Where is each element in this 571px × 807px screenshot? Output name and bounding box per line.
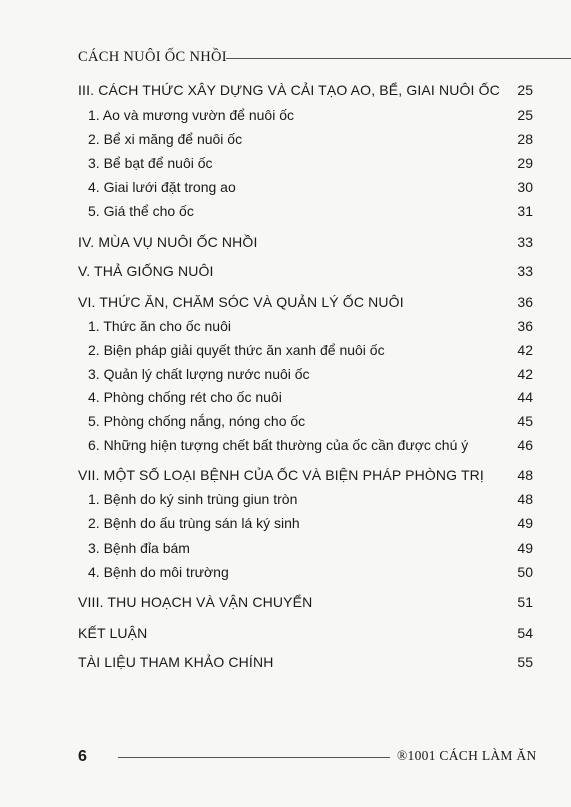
toc-entry[interactable] (0, 411, 571, 431)
toc-entry-label: 3. Bệnh đỉa bám (88, 540, 190, 556)
toc-entry-label: TÀI LIỆU THAM KHẢO CHÍNH (78, 654, 274, 670)
toc-entry-page: 30 (517, 179, 533, 195)
toc-entry[interactable] (0, 562, 571, 582)
toc-entry-page: 25 (517, 107, 533, 123)
toc-entry-page: 33 (517, 263, 533, 279)
toc-entry-label: 1. Bệnh do ký sinh trùng giun tròn (88, 491, 298, 507)
toc-entry-label: III. CÁCH THỨC XÂY DỰNG VÀ CẢI TẠO AO, BỂ, GIAI NUÔI ỐC (78, 82, 500, 98)
toc-entry-page: 28 (517, 131, 533, 147)
toc-entry-label: 3. Bể bạt để nuôi ốc (88, 155, 213, 171)
toc-entry-page: 51 (517, 594, 533, 610)
toc-entry[interactable] (0, 652, 571, 672)
toc-entry-page: 48 (517, 491, 533, 507)
toc-entry-label: 2. Bệnh do ấu trùng sán lá ký sinh (88, 515, 300, 531)
toc-entry[interactable] (0, 80, 571, 100)
running-header-title: CÁCH NUÔI ỐC NHỒI (78, 49, 227, 65)
toc-entry-page: 42 (517, 366, 533, 382)
toc-entry-page: 42 (517, 342, 533, 358)
toc-entry[interactable] (0, 435, 571, 455)
toc-entry[interactable] (0, 364, 571, 384)
toc-entry-label: 2. Bể xi măng để nuôi ốc (88, 131, 243, 147)
toc-entry-page: 31 (517, 203, 533, 219)
toc-entry-page: 25 (517, 82, 533, 98)
toc-entry[interactable] (0, 465, 571, 485)
toc-entry-page: 54 (517, 625, 533, 641)
footer-rule (118, 757, 390, 758)
toc-entry[interactable] (0, 177, 571, 197)
toc-entry[interactable] (0, 129, 571, 149)
toc-entry-label: 1. Ao và mương vườn để nuôi ốc (88, 107, 294, 123)
toc-entry[interactable] (0, 153, 571, 173)
toc-entry-label: 4. Bệnh do môi trường (88, 564, 229, 580)
toc-entry[interactable] (0, 489, 571, 509)
toc-entry[interactable] (0, 538, 571, 558)
toc-entry-page: 36 (517, 318, 533, 334)
toc-entry-label: 4. Giai lưới đặt trong ao (88, 179, 236, 195)
toc-entry[interactable] (0, 261, 571, 281)
toc-entry-page: 36 (517, 294, 533, 310)
page-number: 6 (78, 748, 87, 765)
series-title: ®1001 CÁCH LÀM ĂN (397, 748, 537, 763)
toc-entry-label: KẾT LUẬN (78, 625, 148, 641)
toc-entry-page: 45 (517, 413, 533, 429)
toc-entry-page: 46 (517, 437, 533, 453)
toc-entry-label: VI. THỨC ĂN, CHĂM SÓC VÀ QUẢN LÝ ỐC NUÔI (78, 294, 404, 310)
toc-entry-page: 50 (517, 564, 533, 580)
toc-entry[interactable] (0, 592, 571, 612)
toc-entry-label: 4. Phòng chống rét cho ốc nuôi (88, 389, 282, 405)
toc-entry-page: 44 (517, 389, 533, 405)
toc-entry[interactable] (0, 387, 571, 407)
toc-entry-label: IV. MÙA VỤ NUÔI ỐC NHỒI (78, 234, 258, 250)
header-rule (226, 58, 571, 59)
toc-entry-page: 48 (517, 467, 533, 483)
toc-entry-page: 33 (517, 234, 533, 250)
toc-entry[interactable] (0, 232, 571, 252)
toc-entry-label: 2. Biện pháp giải quyết thức ăn xanh để nuôi ốc (88, 342, 385, 358)
toc-entry-label: VII. MỘT SỐ LOẠI BỆNH CỦA ỐC VÀ BIỆN PHÁP PHÒNG TRỊ (78, 467, 484, 483)
toc-entry-label: 5. Phòng chống nắng, nóng cho ốc (88, 413, 306, 429)
toc-entry[interactable] (0, 623, 571, 643)
toc-entry-label: 1. Thức ăn cho ốc nuôi (88, 318, 231, 334)
toc-entry[interactable] (0, 513, 571, 533)
toc-entry-label: 5. Giá thể cho ốc (88, 203, 194, 219)
toc-entry-page: 55 (517, 654, 533, 670)
toc-entry-page: 29 (517, 155, 533, 171)
toc-entry-label: VIII. THU HOẠCH VÀ VẬN CHUYỂN (78, 594, 313, 610)
toc-entry[interactable] (0, 340, 571, 360)
toc-entry[interactable] (0, 316, 571, 336)
toc-entry[interactable] (0, 292, 571, 312)
toc-entry-page: 49 (517, 515, 533, 531)
toc-entry[interactable] (0, 105, 571, 125)
toc-entry-label: 6. Những hiện tượng chết bất thường của ốc cần được chú ý (88, 437, 469, 453)
toc-entry-label: V. THẢ GIỐNG NUÔI (78, 263, 214, 279)
toc-entry[interactable] (0, 201, 571, 221)
toc-entry-page: 49 (517, 540, 533, 556)
toc-entry-label: 3. Quản lý chất lượng nước nuôi ốc (88, 366, 310, 382)
